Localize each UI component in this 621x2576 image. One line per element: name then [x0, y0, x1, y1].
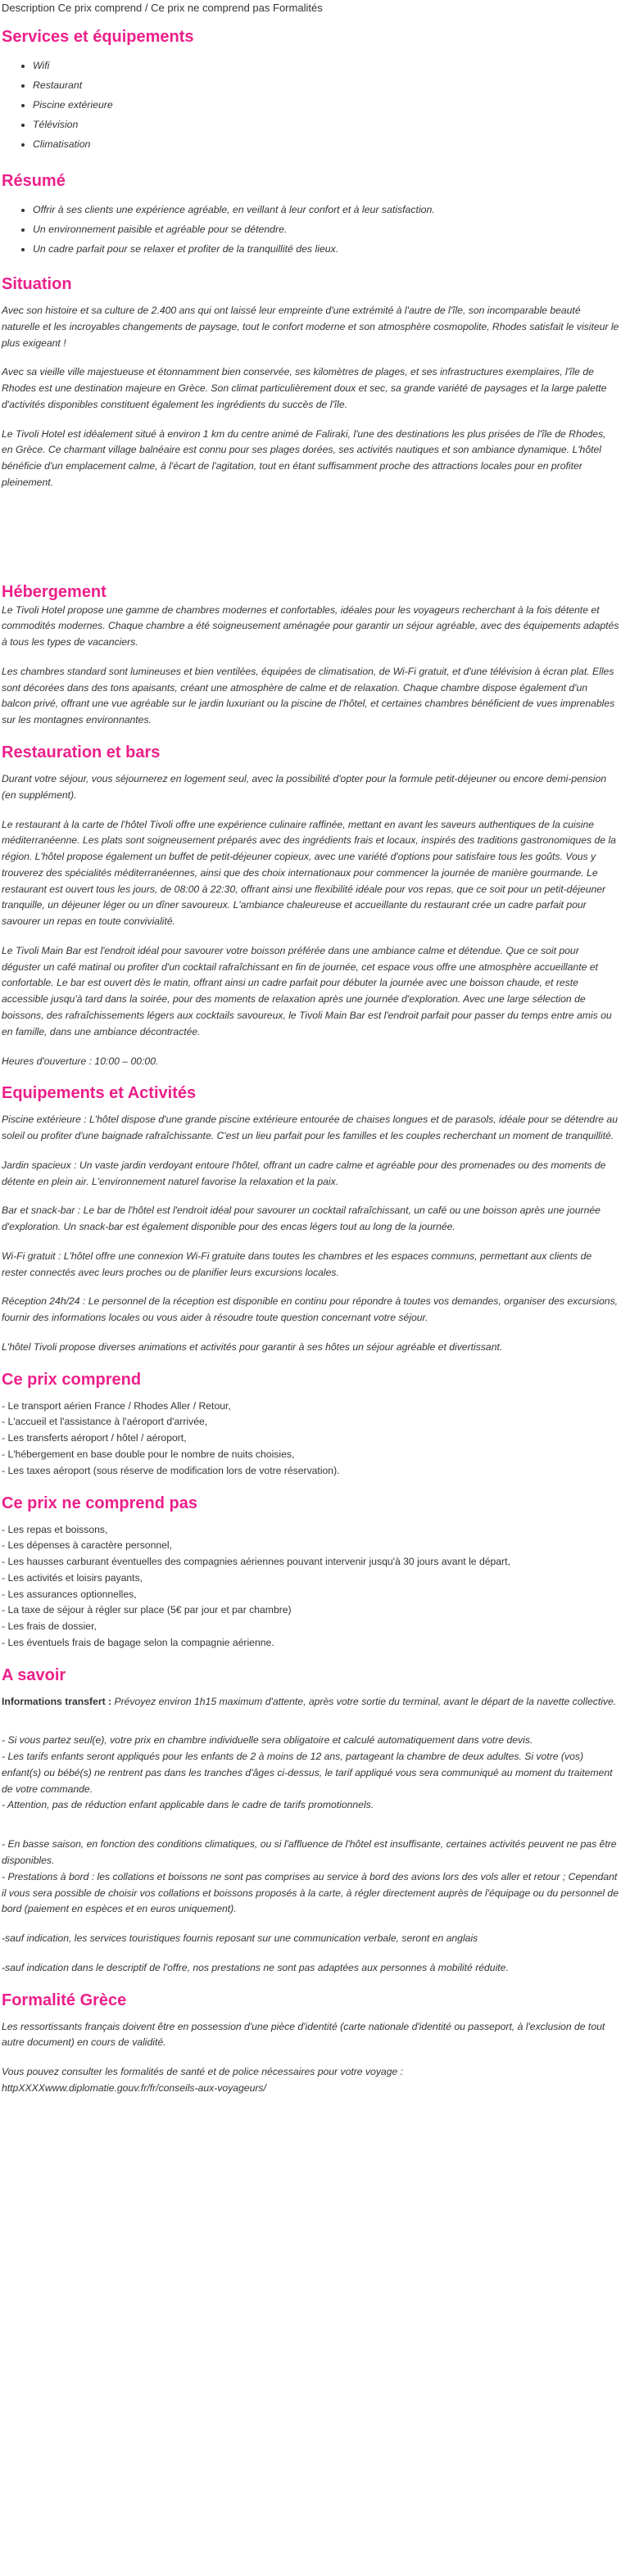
formalite-paragraph: Les ressortissants français doivent être en possession d'une pièce d'identité (carte nationale d'identité ou passeport, à l'exclusion de tout autre document) en cours de validité.	[2, 2020, 605, 2049]
savoir-paragraph: -sauf indication, les services touristiques fournis reposant sur une communication verbale, seront en anglais	[2, 1932, 478, 1945]
transfert-text: Prévoyez environ 1h15 maximum d'attente, après votre sortie du terminal, avant le départ de la navette collective.	[111, 1695, 617, 1707]
transfert-info	[2, 1694, 619, 1711]
list-item: - Les transferts aéroport / hôtel / aéroport,	[2, 1432, 187, 1444]
hebergement-title: Hébergement	[2, 582, 107, 601]
transfert-label: Informations transfert :	[2, 1695, 112, 1707]
situation-title: Situation	[2, 275, 72, 293]
equipement-paragraph: L'hôtel Tivoli propose diverses animations et activités pour garantir à ses hôtes un séjour agréable et divertissant.	[2, 1340, 503, 1353]
list-item: - Les frais de dossier,	[2, 1620, 97, 1633]
list-item: - Les dépenses à caractère personnel,	[2, 1539, 172, 1552]
equipement-paragraph: Piscine extérieure : L'hôtel dispose d'une grande piscine extérieure entourée de chaises longues et de parasols, idéale pour se détendre au soleil ou profiter d'une baignade rafraîchissante. C'est un lieu parfait pour les familles et les couples recherchant un moment de tranquillité.	[2, 1114, 618, 1142]
list-item: - L'hébergement en base double pour le nombre de nuits choisies,	[2, 1448, 295, 1460]
tab-ce-prix-comprend[interactable]: Ce prix comprend	[57, 2, 143, 14]
hebergement-paragraph: Le Tivoli Hotel propose une gamme de chambres modernes et confortables, idéales pour les voyageurs recherchant à la fois détente et commodités modernes. Chaque chambre a été soigneusement aménagée pour garantir un séjour agréable, avec des équipements adaptés à tous les types de vacanciers.	[2, 603, 619, 649]
list-item: • Piscine extérieure	[33, 95, 619, 115]
resume-list	[2, 200, 619, 259]
savoir-line: - Prestations à bord : les collations et boissons ne sont pas comprises au service à bord des avions lors des vols aller et retour ; Cependant il vous sera possible de choisir vos collations et boissons proposés à la carte, à régler directement auprès de l'équipage ou du personnel de bord (paiement en espèces et en euros uniquement).	[2, 1870, 619, 1915]
opening-hours: Heures d'ouverture : 10:00 – 00:00.	[2, 1055, 159, 1067]
restauration-paragraph: Durant votre séjour, vous séjournerez en logement seul, avec la possibilité d'opter pour la formule petit-déjeuner ou encore demi-pension (en supplément).	[2, 773, 607, 801]
situation-paragraph: Avec son histoire et sa culture de 2.400 ans qui ont laissé leur empreinte d'une extrémité à l'autre de l'île, son incomparable beauté naturelle et les incroyables changements de paysage, tout le confort moderne et son atmosphère cosmopolite, Rhodes satisfait le visiteur le plus exigeant !	[2, 305, 619, 349]
tab-separator: /	[144, 2, 148, 14]
restauration-paragraph: Le restaurant à la carte de l'hôtel Tivoli offre une expérience culinaire raffinée, mettant en avant les saveurs authentiques de la cuisine méditerranéenne. Les plats sont soigneusement préparés avec des ingrédients frais et locaux, inspirés des traditions gastronomiques de la région. L'hôtel propose également un buffet de petit-déjeuner copieux, avec une variété d'options pour satisfaire tous les goûts. Vous y trouverez des spécialités méditerranéennes, ainsi que des choix internationaux pour commencer la journée de manière gourmande. Le restaurant est ouvert tous les jours, de 08:00 à 22:30, offrant ainsi une flexibilité idéale pour vos repas, que ce soit pour un petit-déjeuner tranquille, un déjeuner léger ou un dîner savoureux. L'ambiance chaleureuse et accueillante du restaurant crée un cadre parfait pour savourer un repas en toute convivialité.	[2, 818, 616, 928]
list-item: - Les repas et boissons,	[2, 1523, 108, 1535]
equipement-paragraph: Bar et snack-bar : Le bar de l'hôtel est l'endroit idéal pour savourer un cocktail rafraîchissant, un café ou une boisson après une journée d'exploration. Un snack-bar est également disponible pour des encas légers tout au long de la journée.	[2, 1204, 601, 1233]
savoir-title: A savoir	[2, 1665, 66, 1684]
savoir-line: - Les tarifs enfants seront appliqués pour les enfants de 2 à moins de 12 ans, partageant la chambre de deux adultes. Si votre (vos) enfant(s) ou bébé(s) ne rentrent pas dans les tranches d'âges ci-dessus, le tarif appliqué vous sera communiqué au moment du traitement de votre commande.	[2, 1751, 613, 1795]
hebergement-paragraph: Les chambres standard sont lumineuses et bien ventilées, équipées de climatisation, de Wi-Fi gratuit, et d'une télévision à écran plat. Elles sont décorées dans des tons apaisants, créant une atmosphère de calme et de relaxation. Chaque chambre dispose également d'un balcon privé, offrant une vue agréable sur le jardin luxuriant ou la piscine de l'hôtel, et certaines chambres bénéficient de vues imprenables sur les montagnes environnantes.	[2, 665, 615, 726]
tab-ce-prix-ne-comprend-pas[interactable]: Ce prix ne comprend pas	[151, 2, 270, 14]
list-item: - Les assurances optionnelles,	[2, 1588, 137, 1600]
list-item: • Offrir à ses clients une expérience agréable, en veillant à leur confort et à leur satisfaction.	[33, 200, 619, 219]
list-item: • Climatisation	[33, 134, 619, 154]
tab-bar	[2, 0, 619, 16]
equipements-title: Equipements et Activités	[2, 1084, 197, 1103]
formalite-link[interactable]: httpXXXXwww.diplomatie.gouv.fr/fr/conseils-aux-voyageurs/	[2, 2081, 266, 2094]
tab-formalites[interactable]: Formalités	[273, 2, 323, 14]
formalite-text: Vous pouvez consulter les formalités de santé et de police nécessaires pour votre voyage :	[2, 2066, 404, 2078]
equipement-paragraph: Réception 24h/24 : Le personnel de la réception est disponible en continu pour répondre à toutes vos demandes, organiser des excursions, fournir des informations locales ou vous aider à résoudre toute question concernant votre séjour.	[2, 1295, 619, 1324]
ne-comprend-list	[2, 1522, 619, 1652]
equipement-paragraph: Jardin spacieux : Un vaste jardin verdoyant entoure l'hôtel, offrant un cadre calme et agréable pour des promenades ou des moments de détente en plein air. L'environnement naturel favorise la relaxation et la paix.	[2, 1159, 606, 1187]
comprend-list	[2, 1399, 619, 1480]
ne-comprend-title: Ce prix ne comprend pas	[2, 1494, 197, 1512]
formalite-title: Formalité Grèce	[2, 1991, 127, 2009]
list-item: • Un environnement paisible et agréable pour se détendre.	[33, 219, 619, 239]
savoir-block	[2, 1837, 619, 1918]
list-item: - Les hausses carburant éventuelles des compagnies aériennes pouvant intervenir jusqu'à 30 jours avant le départ,	[2, 1556, 510, 1568]
restauration-paragraph: Le Tivoli Main Bar est l'endroit idéal pour savourer votre boisson préférée dans une ambiance calme et détendue. Que ce soit pour déguster un café matinal ou profiter d'un cocktail rafraîchissant en fin de journée, cet espace vous offre une atmosphère accueillante et confortable. Le bar est ouvert dès le matin, offrant ainsi un cadre parfait pour débuter la journée avec une boisson chaude, et reste accessible jusqu'à tard dans la soirée, pour des moments de relaxation après une journée d'exploration. Avec une large sélection de boissons, des rafraîchissements légers aux cocktails savoureux, le Tivoli Main Bar est l'endroit parfait pour passer du temps entre amis ou en famille, dans une ambiance décontractée.	[2, 944, 612, 1037]
list-item: • Un cadre parfait pour se relaxer et profiter de la tranquillité des lieux.	[33, 239, 619, 259]
list-item: - Le transport aérien France / Rhodes Aller / Retour,	[2, 1399, 231, 1412]
resume-title: Résumé	[2, 172, 66, 190]
tab-description[interactable]: Description	[2, 2, 56, 14]
savoir-paragraph: -sauf indication dans le descriptif de l'offre, nos prestations ne sont pas adaptées aux personnes à mobilité réduite.	[2, 1961, 509, 1973]
list-item: - L'accueil et l'assistance à l'aéroport d'arrivée,	[2, 1416, 208, 1428]
savoir-line: - En basse saison, en fonction des conditions climatiques, ou si l'affluence de l'hôtel est insuffisante, certaines activités peuvent ne pas être disponibles.	[2, 1838, 617, 1866]
situation-paragraph: Avec sa vieille ville majestueuse et étonnamment bien conservée, ses kilomètres de plages, et ses infrastructures exemplaires, l'île de Rhodes est une destination majeure en Grèce. Son climat particulièrement doux et sec, sa grande variété de paysages et la large palette d'activités disponibles constituent également les ingrédients du succès de l'île.	[2, 366, 607, 410]
list-item: - Les taxes aéroport (sous réserve de modification lors de votre réservation).	[2, 1464, 340, 1476]
formalite-paragraph	[2, 2064, 619, 2097]
savoir-block	[2, 1733, 619, 1814]
list-item: • Wifi	[33, 56, 619, 75]
list-item: - Les éventuels frais de bagage selon la compagnie aérienne.	[2, 1636, 274, 1648]
services-list	[2, 56, 619, 154]
situation-paragraph: Le Tivoli Hotel est idéalement situé à environ 1 km du centre animé de Faliraki, l'une des destinations les plus prisées de l'île de Rhodes, en Grèce. Ce charmant village balnéaire est connu pour ses plages dorées, ses activités nautiques et son ambiance dynamique. L'hôtel bénéficie d'un emplacement calme, à l'écart de l'agitation, tout en étant suffisamment proche des attractions locales pour en profiter pleinement.	[2, 427, 606, 488]
list-item: • Télévision	[33, 115, 619, 134]
restauration-title: Restauration et bars	[2, 743, 161, 762]
services-title: Services et équipements	[2, 28, 194, 46]
list-item: • Restaurant	[33, 75, 619, 95]
savoir-line: - Attention, pas de réduction enfant applicable dans le cadre de tarifs promotionnels.	[2, 1799, 374, 1811]
list-item: - Les activités et loisirs payants,	[2, 1571, 143, 1584]
list-item: - La taxe de séjour à régler sur place (5€ par jour et par chambre)	[2, 1604, 292, 1616]
savoir-line: - Si vous partez seul(e), votre prix en chambre individuelle sera obligatoire et calculé automatiquement dans votre devis.	[2, 1734, 533, 1747]
spacer	[2, 504, 619, 572]
equipement-paragraph: Wi-Fi gratuit : L'hôtel offre une connexion Wi-Fi gratuite dans toutes les chambres et les espaces communs, permettant aux clients de rester connectés avec leurs proches ou de planifier leurs excursions locales.	[2, 1250, 592, 1278]
comprend-title: Ce prix comprend	[2, 1370, 142, 1389]
